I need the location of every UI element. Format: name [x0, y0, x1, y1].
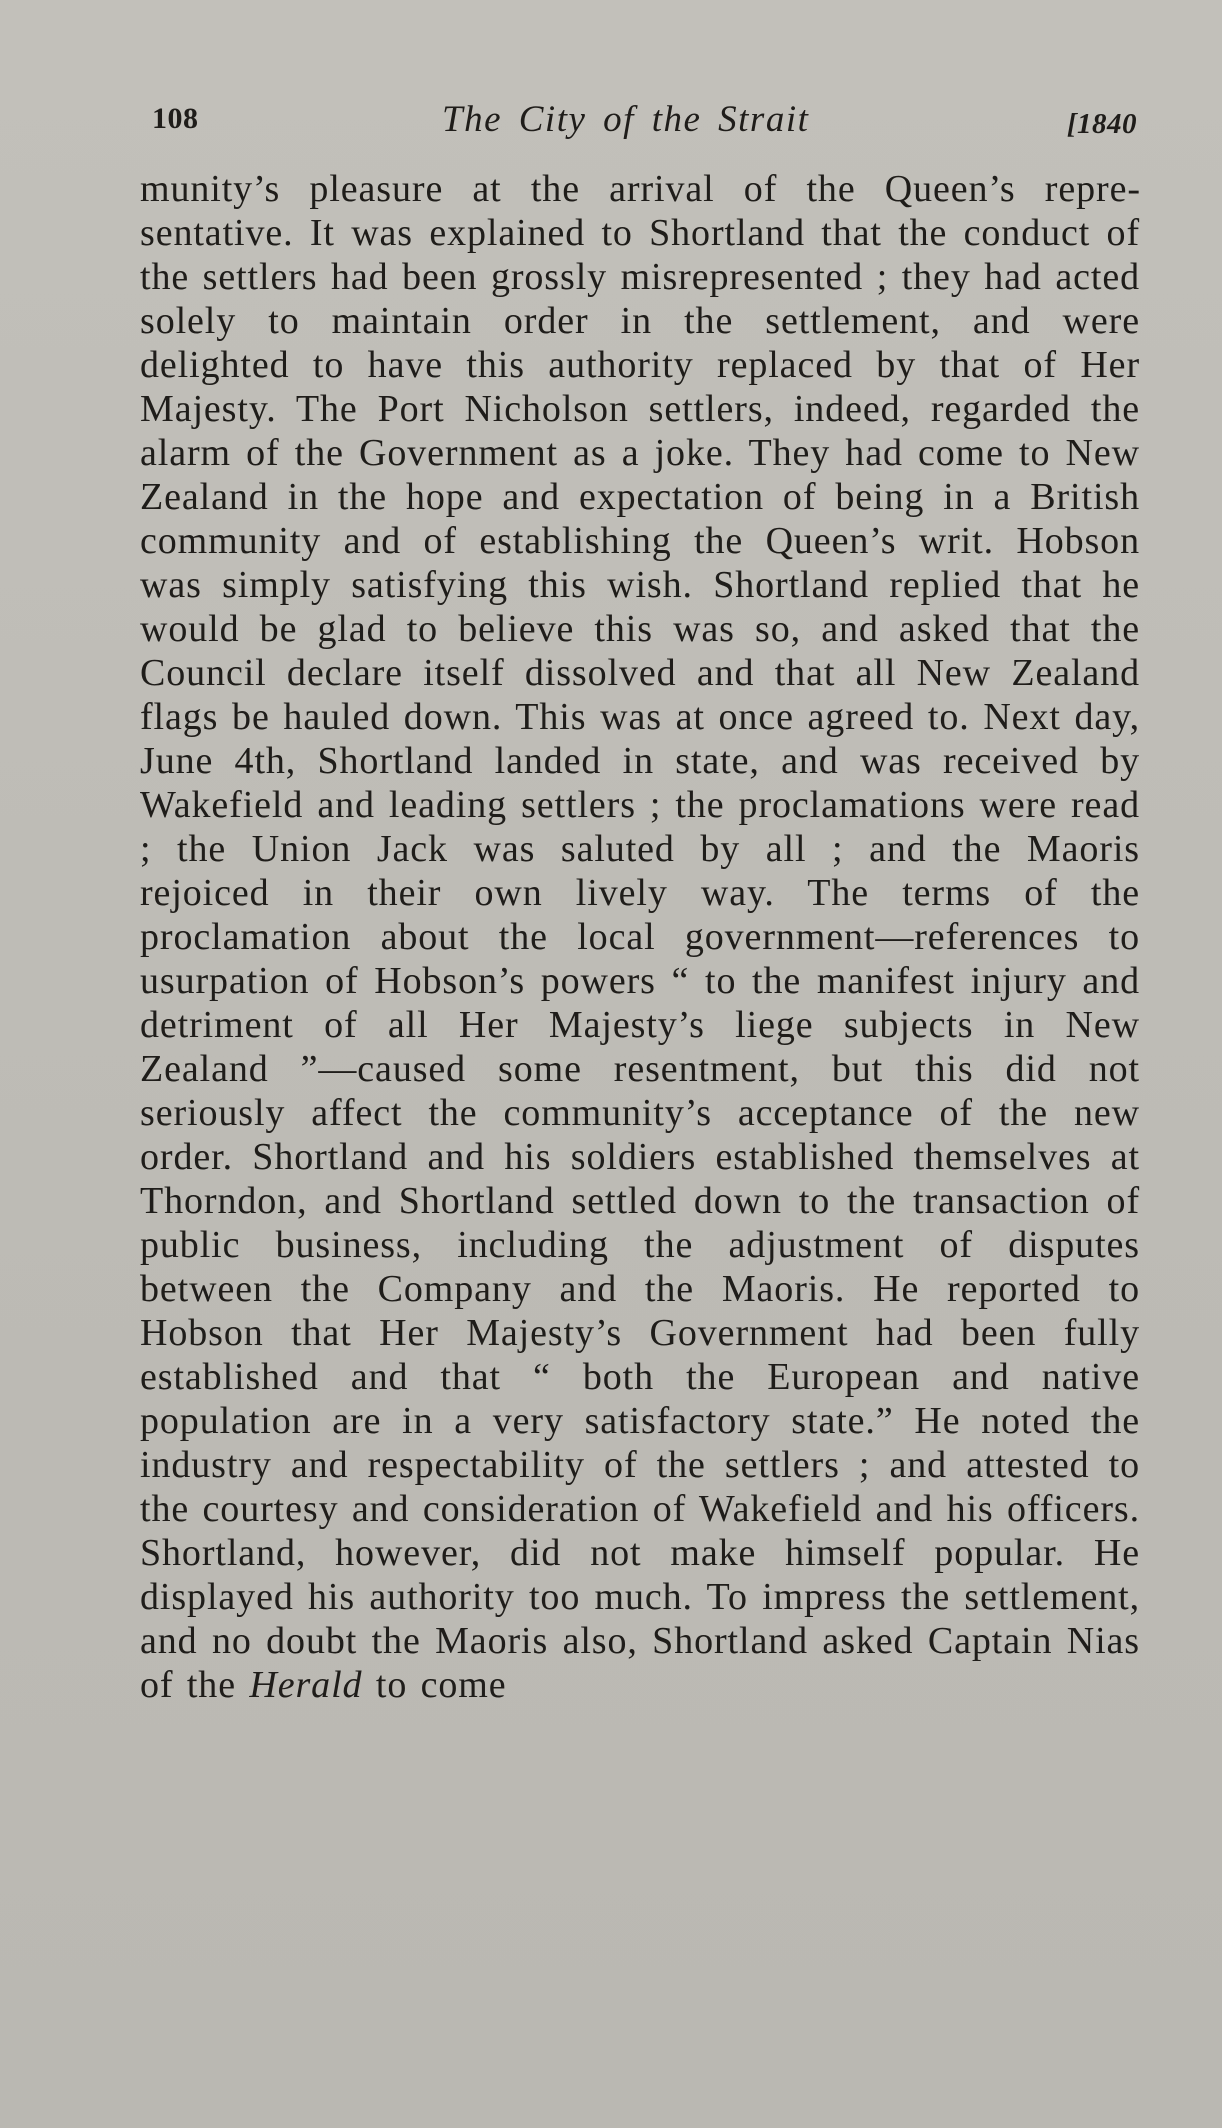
- body-text-part-1: munity’s pleasure at the arrival of the Queen’s representative. It was explained to Shortland that the conduct of the settlers had been grossly misrepresented ; they had acted solely to maintain order in the settlement, and were delighted to have this authority replaced by that of Her Majesty. The Port Nicholson settlers, indeed, regarded the alarm of the Government as a joke. They had come to New Zealand in the hope and expectation of being in a British community and of establishing the Queen’s writ. Hobson was simply satisfying this wish. Shortland replied that he would be glad to believe this was so, and asked that the Council declare itself dissolved and that all New Zealand flags be hauled down. This was at once agreed to. Next day, June 4th, Shortland landed in state, and was received by Wakefield and leading settlers ; the proclamations were read ; the Union Jack was saluted by all ; and the Maoris rejoiced in their own lively way. The terms of the proclamation about the local government—references to usurpation of Hobson’s powers “ to the manifest injury and detriment of all Her Majesty’s liege subjects in New Zealand ”—caused some resentment, but this did not seriously affect the community’s acceptance of the new order. Shortland and his soldiers established themselves at Thorndon, and Shortland settled down to the transaction of public business, including the adjustment of disputes between the Company and the Maoris. He reported to Hobson that Her Majesty’s Government had been fully established and that “ both the European and native population are in a very satisfactory state.” He noted the industry and respectability of the settlers ; and attested to the courtesy and consideration of Wakefield and his officers. Shortland, however, did not make himself popular. He displayed his authority too much. To impress the settlement, and no doubt the Maoris also, Shortland asked Captain Nias of the: [140, 168, 1140, 1706]
- ship-name: Herald: [249, 1664, 363, 1706]
- page-number: 108: [152, 102, 199, 135]
- running-title: The City of the Strait: [442, 99, 810, 140]
- running-year: [1840: [1066, 108, 1137, 140]
- running-head: [152, 98, 1137, 150]
- body-paragraph: [140, 167, 1140, 1707]
- body-text-part-2: to come: [375, 1664, 507, 1706]
- body-text: [140, 167, 1140, 1707]
